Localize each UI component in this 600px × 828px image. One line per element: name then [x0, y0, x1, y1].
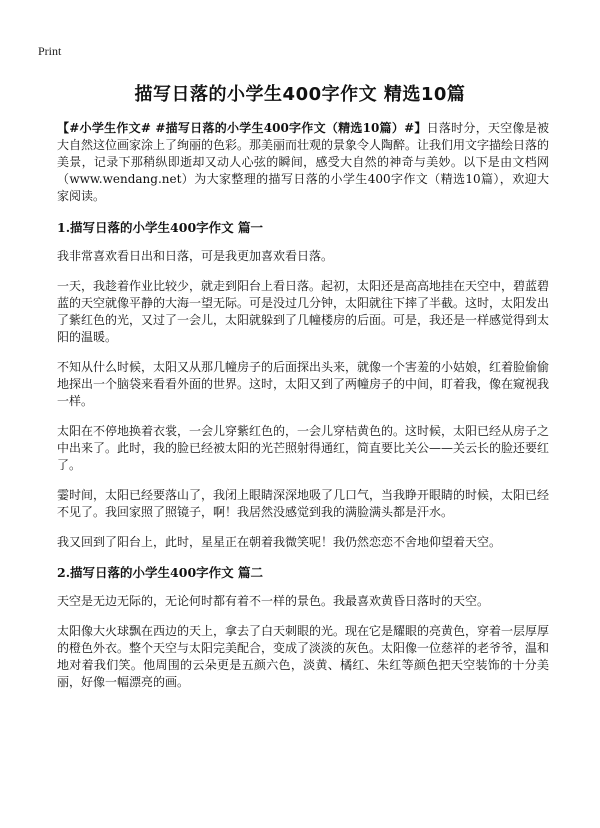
paragraph: 霎时间，太阳已经要落山了，我闭上眼睛深深地吸了几口气，当我睁开眼睛的时候，太阳已经不见了。我回家照了照镜子，啊！我居然没感觉到我的满脸满头都是汗水。 [57, 488, 550, 519]
intro-paragraph [57, 120, 549, 205]
paragraph: 天空是无边无际的，无论何时都有着不一样的景色。我最喜欢黄昏日落时的天空。 [57, 594, 490, 608]
article-body [57, 120, 549, 704]
print-link[interactable]: Print [38, 44, 62, 58]
paragraph: 我非常喜欢看日出和日落，可是我更加喜欢看日落。 [57, 249, 334, 263]
intro-text: 日落时分，天空像是被大自然这位画家涂上了绚丽的色彩。那美丽而壮观的景象令人陶醉。让我们用文字描绘日落的美景，记录下那稍纵即逝却又动人心弦的瞬间，感受大自然的神奇与美妙。以下是由文档网（www.wendang.net）为大家整理的描写日落的小学生400字作文（精选10篇），欢迎大家阅读。 [57, 121, 550, 203]
section-heading: 1.描写日落的小学生400字作文 篇一 [57, 220, 263, 235]
paragraph: 我又回到了阳台上，此时，星星正在朝着我微笑呢！我仍然恋恋不舍地仰望着天空。 [57, 535, 502, 549]
paragraph: 太阳像大火球飘在西边的天上，拿去了白天刺眼的光。现在它是耀眼的亮黄色，穿着一层厚厚的橙色外衣。整个天空与太阳完美配合，变成了淡淡的灰色。太阳像一位慈祥的老爷爷，温和地对着我们笑。他周围的云朵更是五颜六色，淡黄、橘红、朱红等颜色把天空装饰的十分美丽，好像一幅漂亮的画。 [57, 624, 550, 689]
paragraph: 不知从什么时候，太阳又从那几幢房子的后面探出头来，就像一个害羞的小姑娘，红着脸偷偷地探出一个脑袋来看看外面的世界。这时，太阳又到了两幢房子的中间，盯着我，像在窥视我一样。 [57, 360, 550, 408]
intro-tags: 【#小学生作文# #描写日落的小学生400字作文（精选10篇）#】 [57, 121, 427, 135]
paragraph: 太阳在不停地换着衣裳，一会儿穿紫红色的，一会儿穿桔黄色的。这时候，太阳已经从房子之中出来了。此时，我的脸已经被太阳的光芒照射得通红，简直要比关公——关云长的脸还要红了。 [57, 424, 550, 472]
page-title: 描写日落的小学生400字作文 精选10篇 [134, 84, 466, 105]
paragraph: 一天，我趁着作业比较少，就走到阳台上看日落。起初，太阳还是高高地挂在天空中，碧蓝碧蓝的天空就像平静的大海一望无际。可是没过几分钟，太阳就往下摔了半截。这时，太阳发出了紫红色的光，又过了一会儿，太阳就躲到了几幢楼房的后面。可是，我还是一样感觉得到太阳的温暖。 [57, 279, 550, 344]
section-heading: 2.描写日落的小学生400字作文 篇二 [57, 565, 263, 580]
